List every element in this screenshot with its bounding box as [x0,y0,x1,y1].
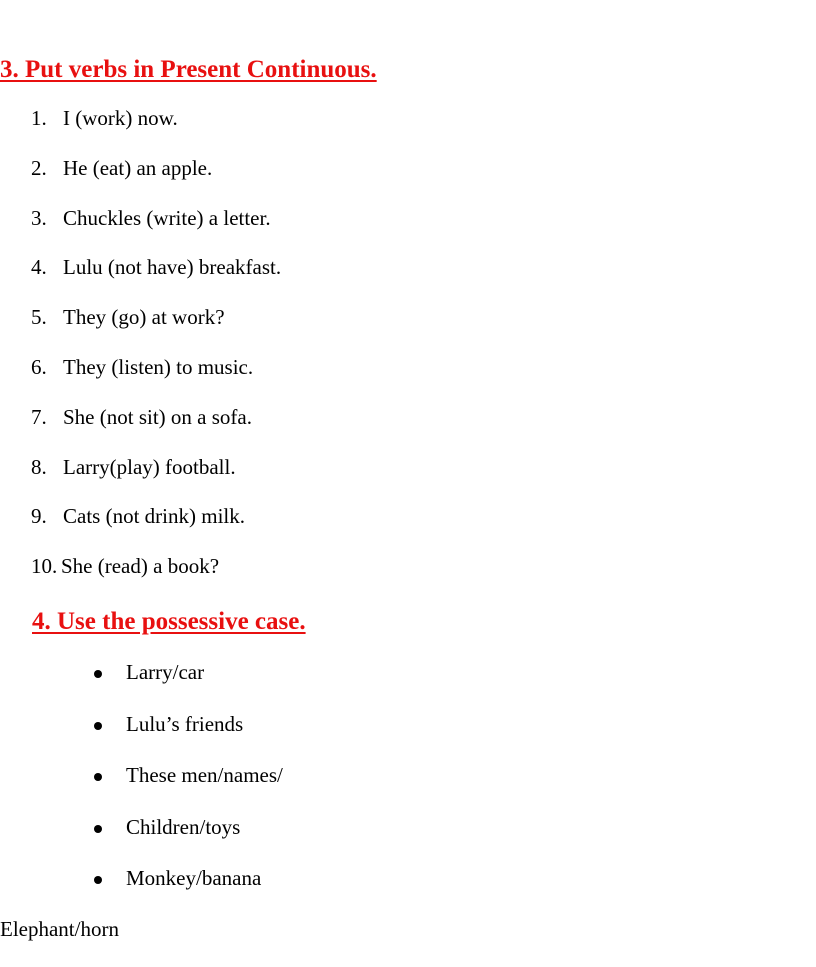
item-text: Larry(play) football. [63,454,236,479]
list-item [0,257,816,307]
list-item [0,662,816,714]
list-item [0,205,816,258]
item-text: I (work) now. [63,106,178,130]
item-text: She (not sit) on a sofa. [63,404,252,429]
list-item [0,711,816,766]
list-item [0,108,816,158]
bullet-icon [94,825,102,833]
bullet-icon [94,670,102,678]
item-number: 1. [31,106,47,130]
trailing-item-text: Elephant/horn [0,917,119,941]
list-item [0,307,816,357]
item-number: 6. [31,354,47,379]
verb-exercise-list [0,108,816,606]
item-number: 7. [31,404,47,429]
item-number: 3. [31,205,47,230]
item-text: Larry/car [126,660,205,684]
item-text: Monkey/banana [126,866,262,890]
item-text: Lulu (not have) breakfast. [63,255,282,280]
section-3-heading: 3. Put verbs in Present Continuous. [0,56,377,83]
list-item [0,556,816,606]
item-number: 4. [31,255,47,280]
section-4-heading: 4. Use the possessive case. [32,608,306,635]
list-item [0,404,816,457]
list-item [0,454,816,507]
list-item [0,765,816,817]
item-number: 9. [31,504,47,529]
bullet-icon [94,722,102,730]
possessive-exercise-list [0,662,816,920]
item-text: Chuckles (write) a letter. [63,205,271,230]
list-item [0,155,816,208]
item-text: They (go) at work? [63,305,225,330]
bullet-icon [94,773,102,781]
item-number: 10. [31,554,58,579]
item-text: Lulu’s friends [126,711,244,736]
bullet-icon [94,876,102,884]
list-item [0,354,816,407]
item-number: 8. [31,454,47,479]
item-text: These men/names/ [126,763,283,787]
list-item [0,868,816,920]
item-text: Children/toys [126,814,241,839]
list-item [0,814,816,869]
item-text: They (listen) to music. [63,354,254,379]
item-number: 5. [31,305,47,330]
item-number: 2. [31,155,47,180]
list-item [0,506,816,556]
item-text: She (read) a book? [61,554,220,579]
item-text: Cats (not drink) milk. [63,504,245,529]
item-text: He (eat) an apple. [63,155,213,180]
